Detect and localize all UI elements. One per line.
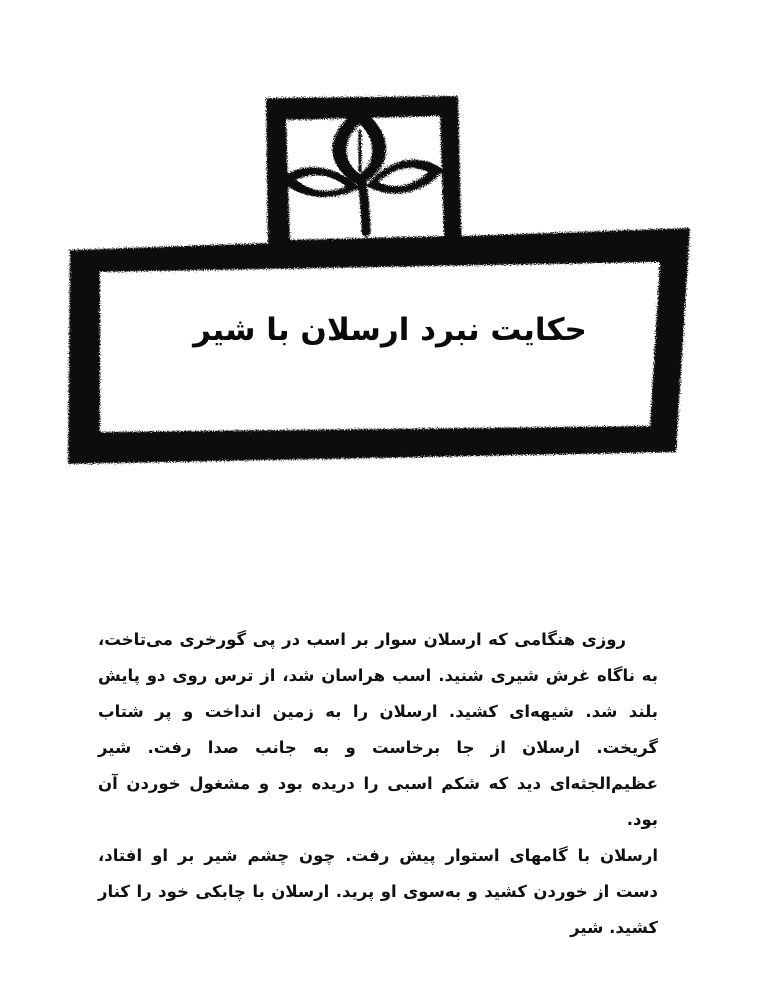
story-body — [98, 622, 658, 946]
paragraph-1: روزی هنگامی که ارسلان سوار بر اسب در پی گورخری می‌تاخت، به ناگاه غرش شیری شنید. اسب هراسان شد، از ترس روی دو پایش بلند شد. شیهه‌ای کشید. ارسلان را به زمین انداخت و پر شتاب گریخت. ارسلان از جا برخاست و به جانب صدا رفت. شیر عظیم‌الجثه‌ای دید که شکم اسبی را دریده بود و مشغول خوردن آن بود. — [98, 630, 658, 829]
story-title: حکایت نبرد ارسلان با شیر — [193, 312, 587, 348]
paragraph-2: ارسلان با گامهای استوار پیش رفت. چون چشم شیر بر او افتاد، دست از خوردن کشید و به‌سوی او پرید. ارسلان با چابکی خود را کنار کشید. شیر — [98, 846, 658, 937]
